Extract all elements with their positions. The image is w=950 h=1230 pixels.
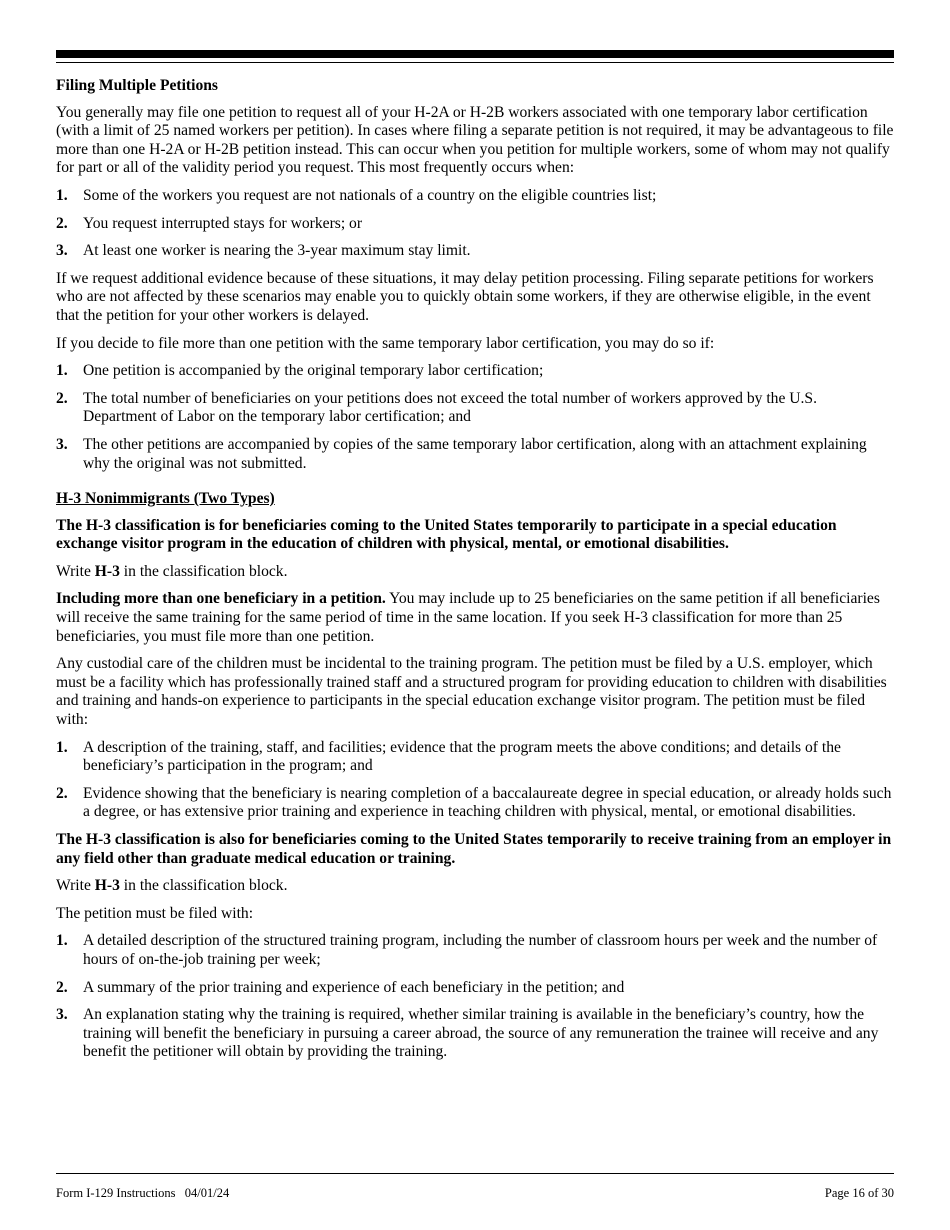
paragraph-additional-evidence: If we request additional evidence because of these situations, it may delay petition processing. Filing separate petitions for workers who are not affected by these scenarios may enable you to quickly obtain some workers, if they are otherwise eligible, in the event that the petition for your other workers is delayed. — [56, 269, 874, 324]
header-rule-thin — [56, 62, 894, 63]
section-heading-filing: Filing Multiple Petitions — [56, 77, 218, 94]
list-item: 3. At least one worker is nearing the 3-year maximum stay limit. — [56, 242, 471, 260]
section-heading-h3: H-3 Nonimmigrants (Two Types) — [56, 490, 275, 508]
footer-form-id: Form I-129 Instructions 04/01/24 — [56, 1186, 230, 1200]
list-trainee-evidence — [56, 932, 894, 1062]
paragraph-h3-special-education: The H-3 classification is for beneficiaries coming to the United States temporarily to participate in a special education exchange visitor program in the education of children with physical, mental, or emotional disabilities. — [56, 516, 837, 553]
list-item: 1. A detailed description of the structured training program, including the number of classroom hours per week and the number of hours of on-the-job training per week; — [56, 932, 878, 968]
paragraph-filed-with: The petition must be filed with: — [56, 904, 254, 922]
paragraph-multiple-petitions: If you decide to file more than one petition with the same temporary labor certification, you may do so if: — [56, 334, 715, 352]
list-item: 2. The total number of beneficiaries on your petitions does not exceed the total number of workers approved by the U.S. Department of Labor on the temporary labor certification; and — [56, 389, 817, 426]
list-item: 2. Evidence showing that the beneficiary is nearing completion of a baccalaureate degree in special education, or already holds such a degree, or has extensive prior training and experience in teaching children with physical, mental, or emotional disabilities. — [56, 784, 892, 821]
footer-rule — [56, 1173, 894, 1174]
footer-page-number: Page 16 of 30 — [824, 1186, 894, 1200]
list-special-education-evidence — [56, 739, 894, 822]
list-item: 3. The other petitions are accompanied by copies of the same temporary labor certification, along with an attachment explaining why the original was not submitted. — [56, 435, 867, 472]
header-rule-thick — [56, 50, 894, 58]
paragraph-custodial-care: Any custodial care of the children must be incidental to the training program. The petition must be filed by a U.S. employer, which must be a facility which has professionally trained staff and a structured program for providing education to children with disabilities and training and hands-on experience to participants in the special education exchange visitor program. The petition must be filed with: — [56, 655, 887, 729]
list-multiple-petition-requirements — [56, 362, 894, 473]
list-item: 3. An explanation stating why the training is required, whether similar training is available in the beneficiary’s country, how the training will benefit the beneficiary in pursuing a career abroad, the source of any remuneration the trainee will receive and any benefit the petitioner will obtain by providing the training. — [56, 1006, 879, 1061]
list-item: 2. You request interrupted stays for workers; or — [56, 214, 363, 232]
page — [56, 50, 894, 1071]
paragraph-filing-intro: You generally may file one petition to request all of your H-2A or H-2B workers associated with one temporary labor certification (with a limit of 25 named workers per petition). In cases where filing a separate petition is not required, it may be advantageous to file more than one H-2A or H-2B petition instead. This can occur when you petition for multiple workers, some of whom may not qualify for part or all of the validity period you request. This most frequently occurs when: — [56, 103, 894, 177]
paragraph-including-beneficiaries: Including more than one beneficiary in a petition. You may include up to 25 beneficiaries on the same petition if all beneficiaries will receive the same training for the same period of time in the same location. If you seek H-3 classification for more than 25 beneficiaries, you must file more than one petition. — [56, 590, 880, 645]
paragraph-write-classification: Write H-3 in the classification block. — [56, 562, 288, 580]
list-item: 1. Some of the workers you request are not nationals of a country on the eligible countries list; — [56, 186, 657, 204]
page-footer — [56, 1186, 894, 1201]
paragraph-h3-trainee: The H-3 classification is also for beneficiaries coming to the United States temporarily to receive training from an employer in any field other than graduate medical education or training. — [56, 831, 892, 867]
list-item: 1. One petition is accompanied by the original temporary labor certification; — [56, 362, 544, 380]
paragraph-write-classification-2: Write H-3 in the classification block. — [56, 877, 288, 895]
list-filing-conditions — [56, 187, 894, 261]
document-body — [56, 77, 894, 1062]
list-item: 2. A summary of the prior training and experience of each beneficiary in the petition; and — [56, 978, 625, 996]
list-item: 1. A description of the training, staff, and facilities; evidence that the program meets the above conditions; and details of the beneficiary’s participation in the program; and — [56, 738, 841, 775]
